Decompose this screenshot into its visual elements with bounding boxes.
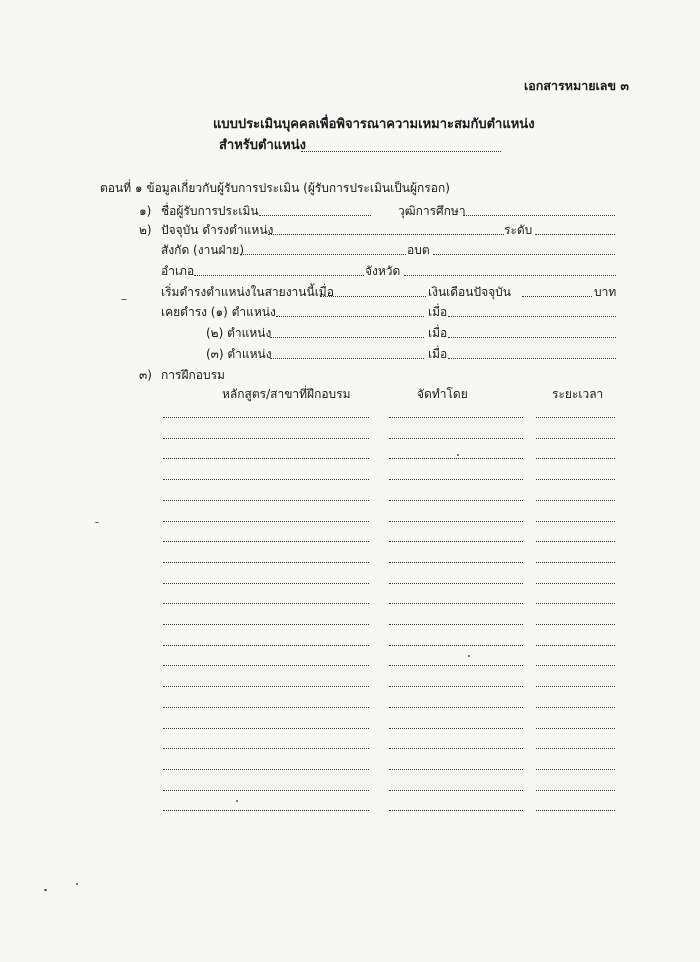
training-duration-field[interactable] (536, 624, 615, 625)
training-course-field[interactable] (163, 438, 369, 439)
district-label: อำเภอ (161, 264, 195, 278)
training-course-field[interactable] (163, 500, 369, 501)
previous1-field[interactable] (276, 316, 424, 317)
training-course-field[interactable] (163, 686, 369, 687)
scan-speck (95, 522, 99, 523)
training-organizer-field[interactable] (389, 728, 523, 729)
item1-number: ๑) (139, 204, 152, 218)
affiliation-field[interactable] (240, 254, 406, 255)
training-duration-field[interactable] (536, 479, 615, 480)
training-col-course: หลักสูตร/สาขาที่ฝึกอบรม (222, 387, 351, 401)
training-course-field[interactable] (163, 748, 369, 749)
training-course-field[interactable] (163, 603, 369, 604)
scan-speck (468, 655, 470, 657)
training-course-field[interactable] (163, 665, 369, 666)
training-organizer-field[interactable] (389, 521, 523, 522)
document-number: เอกสารหมายเลข ๓ (524, 78, 629, 93)
training-organizer-field[interactable] (389, 479, 523, 480)
salary-field[interactable] (522, 296, 592, 297)
training-duration-field[interactable] (536, 562, 615, 563)
previous3-when-field[interactable] (448, 358, 616, 359)
training-organizer-field[interactable] (389, 686, 523, 687)
previous1-label: เคยดำรง (๑) ตำแหน่ง (161, 305, 276, 319)
training-organizer-field[interactable] (389, 541, 523, 542)
district-field[interactable] (194, 275, 364, 276)
training-organizer-field[interactable] (389, 583, 523, 584)
item3-number: ๓) (139, 368, 152, 382)
training-course-field[interactable] (163, 728, 369, 729)
training-duration-field[interactable] (536, 665, 615, 666)
training-course-field[interactable] (163, 790, 369, 791)
training-course-field[interactable] (163, 562, 369, 563)
position-for-field[interactable] (301, 151, 501, 152)
previous3-label: (๓) ตำแหน่ง (206, 347, 272, 361)
level-field[interactable] (535, 234, 615, 235)
training-course-field[interactable] (163, 769, 369, 770)
training-organizer-field[interactable] (389, 458, 523, 459)
training-duration-field[interactable] (536, 645, 615, 646)
training-duration-field[interactable] (536, 541, 615, 542)
training-duration-field[interactable] (536, 707, 615, 708)
education-field[interactable] (463, 215, 615, 216)
training-duration-field[interactable] (536, 748, 615, 749)
previous2-when-label: เมื่อ (428, 326, 448, 340)
position-for-label: สำหรับตำแหน่ง (219, 138, 306, 153)
previous3-field[interactable] (270, 358, 424, 359)
scan-speck (76, 883, 78, 885)
training-duration-field[interactable] (536, 500, 615, 501)
training-organizer-field[interactable] (389, 769, 523, 770)
salary-label: เงินเดือนปัจจุบัน (428, 285, 511, 299)
affiliation-label: สังกัด (งานฝ่าย) (161, 243, 245, 257)
training-organizer-field[interactable] (389, 417, 523, 418)
previous2-label: (๒) ตำแหน่ง (206, 326, 272, 340)
training-organizer-field[interactable] (389, 665, 523, 666)
training-course-field[interactable] (163, 417, 369, 418)
previous1-when-field[interactable] (448, 316, 616, 317)
training-organizer-field[interactable] (389, 790, 523, 791)
sao-field[interactable] (433, 254, 615, 255)
previous2-field[interactable] (270, 337, 424, 338)
training-course-field[interactable] (163, 521, 369, 522)
name-field[interactable] (259, 215, 371, 216)
training-duration-field[interactable] (536, 790, 615, 791)
training-duration-field[interactable] (536, 458, 615, 459)
training-duration-field[interactable] (536, 686, 615, 687)
training-organizer-field[interactable] (389, 438, 523, 439)
previous2-when-field[interactable] (448, 337, 616, 338)
training-organizer-field[interactable] (389, 810, 523, 811)
scan-speck (44, 889, 47, 891)
training-course-field[interactable] (163, 707, 369, 708)
previous3-when-label: เมื่อ (428, 347, 448, 361)
start-position-field[interactable] (320, 296, 426, 297)
baht-label: บาท (594, 285, 617, 299)
training-duration-field[interactable] (536, 521, 615, 522)
training-col-organizer: จัดทำโดย (417, 387, 468, 401)
training-organizer-field[interactable] (389, 562, 523, 563)
training-course-field[interactable] (163, 624, 369, 625)
scan-speck (457, 454, 459, 456)
item2-number: ๒) (139, 223, 152, 237)
training-organizer-field[interactable] (389, 500, 523, 501)
training-duration-field[interactable] (536, 438, 615, 439)
training-label: การฝึกอบรม (161, 368, 225, 382)
training-duration-field[interactable] (536, 583, 615, 584)
training-organizer-field[interactable] (389, 645, 523, 646)
training-duration-field[interactable] (536, 603, 615, 604)
training-course-field[interactable] (163, 541, 369, 542)
training-col-duration: ระยะเวลา (552, 387, 604, 401)
form-title: แบบประเมินบุคคลเพื่อพิจารณาความเหมาะสมกับตำแหน่ง (213, 117, 535, 132)
training-organizer-field[interactable] (389, 707, 523, 708)
training-organizer-field[interactable] (389, 603, 523, 604)
training-course-field[interactable] (163, 458, 369, 459)
training-duration-field[interactable] (536, 417, 615, 418)
scan-speck (121, 299, 127, 300)
training-organizer-field[interactable] (389, 624, 523, 625)
training-duration-field[interactable] (536, 810, 615, 811)
start-position-label: เริ่มดำรงตำแหน่งในสายงานนี้เมื่อ (161, 285, 334, 299)
province-field[interactable] (404, 275, 616, 276)
training-organizer-field[interactable] (389, 748, 523, 749)
scan-speck (236, 800, 238, 802)
previous1-when-label: เมื่อ (428, 305, 448, 319)
training-course-field[interactable] (163, 645, 369, 646)
training-course-field[interactable] (163, 479, 369, 480)
province-label: จังหวัด (365, 264, 401, 278)
training-duration-field[interactable] (536, 728, 615, 729)
level-label: ระดับ (504, 223, 533, 237)
education-label: วุฒิการศึกษา (398, 204, 466, 218)
training-course-field[interactable] (163, 583, 369, 584)
part1-heading: ตอนที่ ๑ ข้อมูลเกี่ยวกับผู้รับการประเมิน (ผู้รับการประเมินเป็นผู้กรอก) (100, 181, 450, 195)
training-course-field[interactable] (163, 810, 369, 811)
training-duration-field[interactable] (536, 769, 615, 770)
name-label: ชื่อผู้รับการประเมิน (161, 204, 259, 218)
current-position-label: ปัจจุบัน ดำรงตำแหน่ง (161, 223, 274, 237)
sao-label: อบต (407, 243, 430, 257)
current-position-field[interactable] (268, 234, 504, 235)
